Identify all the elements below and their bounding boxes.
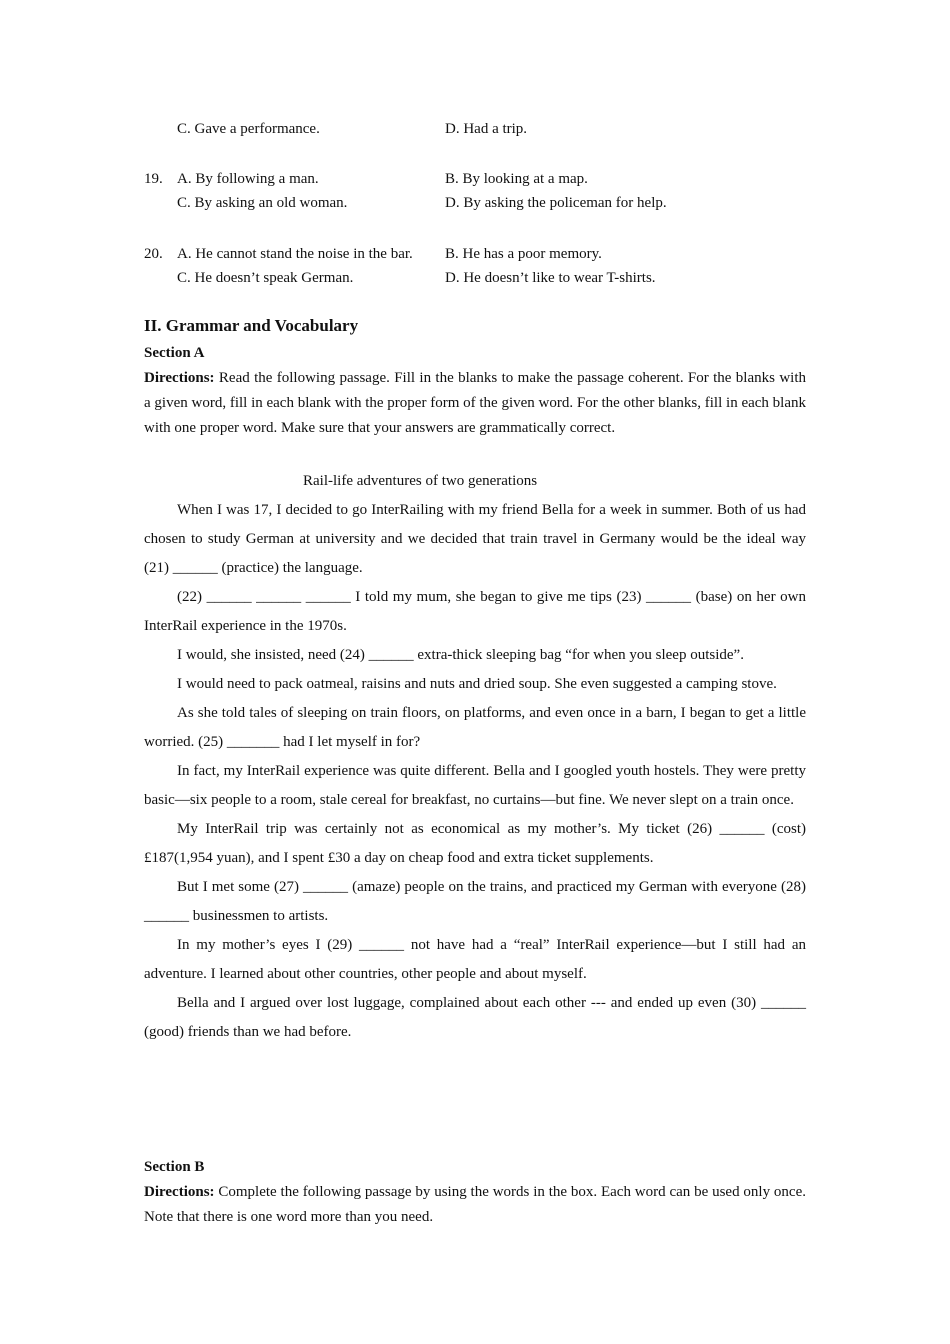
q20-option-d: D. He doesn’t like to wear T-shirts. [445,270,656,286]
q20-number: 20. [144,246,163,262]
paragraph: I would, she insisted, need (24) ______ extra-thick sleeping bag “for when you sleep outside”. [177,647,744,663]
q19-option-a: A. By following a man. [177,171,319,187]
paragraph: (22) ______ ______ ______ I told my mum, she began to give me tips (23) ______ (base) on her own InterRail experience in the 1970s. [144,589,806,634]
directions-text: Complete the following passage by using the words in the box. Each word can be used only once. Note that there is one word more than you need. [144,1184,806,1225]
section-a-directions [144,366,806,441]
section-a-heading: Section A [144,345,205,361]
passage-title: Rail-life adventures of two generations [303,473,538,489]
q18-option-c: C. Gave a performance. [177,121,320,137]
directions-text: Read the following passage. Fill in the blanks to make the passage coherent. For the blanks with a given word, fill in each blank with the proper form of the given word. For the other blanks, fill in each blank with one proper word. Make sure that your answers are grammatically correct. [144,370,806,436]
q20-option-c: C. He doesn’t speak German. [177,270,354,286]
directions-label: Directions: [144,1184,215,1200]
q19-option-b: B. By looking at a map. [445,171,588,187]
part-heading: II. Grammar and Vocabulary [144,316,359,335]
paragraph: But I met some (27) ______ (amaze) people on the trains, and practiced my German with everyone (28) ______ businessmen to artists. [144,879,806,924]
section-b-directions [144,1180,806,1230]
passage-body [144,496,806,1047]
section-b-heading: Section B [144,1159,205,1175]
paragraph: Bella and I argued over lost luggage, complained about each other --- and ended up even (30) ______ (good) friends than we had before. [144,995,806,1040]
paragraph: My InterRail trip was certainly not as economical as my mother’s. My ticket (26) ______ (cost) £187(1,954 yuan), and I spent £30 a day on cheap food and extra ticket supplements. [144,821,806,866]
paragraph: In fact, my InterRail experience was quite different. Bella and I googled youth hostels. They were pretty basic—six people to a room, stale cereal for breakfast, no curtains—but fine. We never slept on a train once. [144,763,806,808]
paragraph: In my mother’s eyes I (29) ______ not have had a “real” InterRail experience—but I still had an adventure. I learned about other countries, other people and about myself. [144,937,806,982]
directions-label: Directions: [144,370,215,386]
q19-option-c: C. By asking an old woman. [177,195,348,211]
paragraph: As she told tales of sleeping on train floors, on platforms, and even once in a barn, I began to get a little worried. (25) _______ had I let myself in for? [144,705,806,750]
paragraph: I would need to pack oatmeal, raisins and nuts and dried soup. She even suggested a camping stove. [177,676,777,692]
q19-number: 19. [144,171,163,187]
q20-option-b: B. He has a poor memory. [445,246,602,262]
q19-option-d: D. By asking the policeman for help. [445,195,667,211]
paragraph: When I was 17, I decided to go InterRailing with my friend Bella for a week in summer. Both of us had chosen to study German at university and we decided that train travel in Germany would be the ideal way (21) ______ (practice) the language. [144,502,806,576]
q18-option-d: D. Had a trip. [445,121,528,137]
q20-option-a: A. He cannot stand the noise in the bar. [177,246,413,262]
